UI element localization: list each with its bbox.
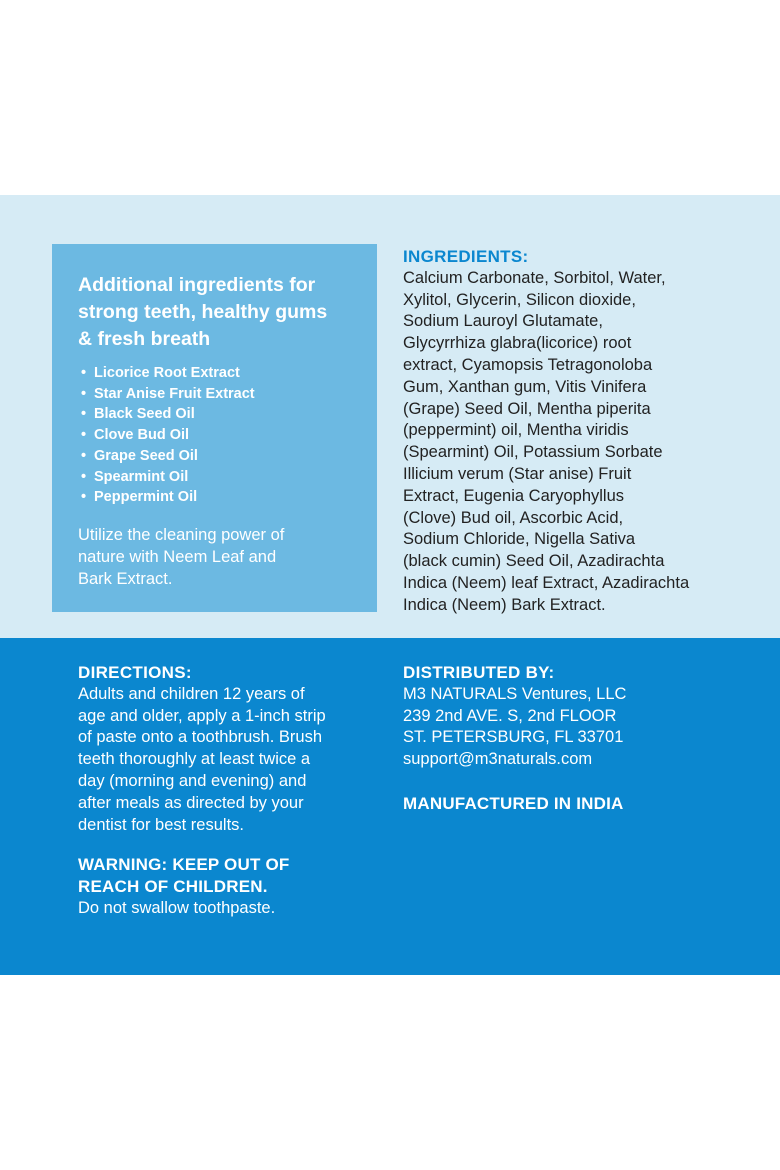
directions-line: Adults and children 12 years of	[78, 684, 305, 703]
distributor-name: M3 NATURALS Ventures, LLC	[403, 684, 627, 703]
callout-note-line: Bark Extract.	[78, 569, 173, 588]
list-item: • Peppermint Oil	[78, 487, 351, 508]
list-item: • Grape Seed Oil	[78, 446, 351, 467]
ingredients-line: (Grape) Seed Oil, Mentha piperita	[403, 399, 651, 418]
directions-text	[78, 684, 383, 837]
callout-note	[78, 524, 351, 590]
callout-heading-line: Additional ingredients for	[78, 274, 316, 296]
directions-heading: DIRECTIONS:	[78, 663, 192, 682]
distributor-email: support@m3naturals.com	[403, 750, 593, 769]
ingredients-line: Indica (Neem) Bark Extract.	[403, 595, 606, 614]
additional-ingredients-callout	[52, 244, 377, 612]
directions-line: age and older, apply a 1-inch strip	[78, 706, 326, 725]
ingredients-line: Extract, Eugenia Caryophyllus	[403, 486, 625, 505]
ingredients-line: (Clove) Bud oil, Ascorbic Acid,	[403, 508, 624, 527]
distributor-heading: DISTRIBUTED BY:	[403, 663, 555, 682]
ingredients-line: Indica (Neem) leaf Extract, Azadirachta	[403, 573, 690, 592]
ingredients-line: Illicium verum (Star anise) Fruit	[403, 464, 632, 483]
list-item: • Star Anise Fruit Extract	[78, 384, 351, 405]
list-item: • Clove Bud Oil	[78, 425, 351, 446]
warning-heading	[78, 854, 383, 898]
directions-line: after meals as directed by your	[78, 793, 304, 812]
callout-heading-line: & fresh breath	[78, 328, 211, 350]
ingredients-line: (Spearmint) Oil, Potassium Sorbate	[403, 443, 663, 462]
ingredients-line: Gum, Xanthan gum, Vitis Vinifera	[403, 377, 647, 396]
callout-ingredient-list	[78, 363, 351, 508]
list-item: • Black Seed Oil	[78, 404, 351, 425]
list-item: • Spearmint Oil	[78, 467, 351, 488]
ingredients-line: Glycyrrhiza glabra(licorice) root	[403, 334, 632, 353]
distributor-section	[403, 662, 743, 815]
ingredients-line: extract, Cyamopsis Tetragonoloba	[403, 355, 653, 374]
directions-line: teeth thoroughly at least twice a	[78, 750, 311, 769]
directions-line: day (morning and evening) and	[78, 771, 307, 790]
callout-note-line: nature with Neem Leaf and	[78, 547, 277, 566]
warning-line: REACH OF CHILDREN.	[78, 877, 268, 897]
ingredients-line: (black cumin) Seed Oil, Azadirachta	[403, 552, 665, 571]
distributor-street: 239 2nd AVE. S, 2nd FLOOR	[403, 706, 617, 725]
ingredients-line: Sodium Chloride, Nigella Sativa	[403, 530, 636, 549]
directions-line: dentist for best results.	[78, 815, 244, 834]
callout-note-line: Utilize the cleaning power of	[78, 525, 285, 544]
ingredients-text	[403, 268, 753, 617]
directions-line: of paste onto a toothbrush. Brush	[78, 728, 322, 747]
ingredients-section	[403, 246, 753, 617]
ingredients-line: (peppermint) oil, Mentha viridis	[403, 421, 629, 440]
distributor-city: ST. PETERSBURG, FL 33701	[403, 728, 624, 747]
ingredients-line: Calcium Carbonate, Sorbitol, Water,	[403, 268, 666, 287]
list-item: • Licorice Root Extract	[78, 363, 351, 384]
callout-heading-line: strong teeth, healthy gums	[78, 301, 328, 323]
ingredients-line: Xylitol, Glycerin, Silicon dioxide,	[403, 290, 636, 309]
directions-section	[78, 662, 383, 920]
ingredients-line: Sodium Lauroyl Glutamate,	[403, 312, 603, 331]
callout-heading	[78, 272, 351, 353]
warning-note: Do not swallow toothpaste.	[78, 898, 276, 917]
manufactured-in-label: MANUFACTURED IN INDIA	[403, 793, 624, 813]
warning-line: WARNING: KEEP OUT OF	[78, 855, 290, 875]
ingredients-heading: INGREDIENTS:	[403, 247, 529, 266]
